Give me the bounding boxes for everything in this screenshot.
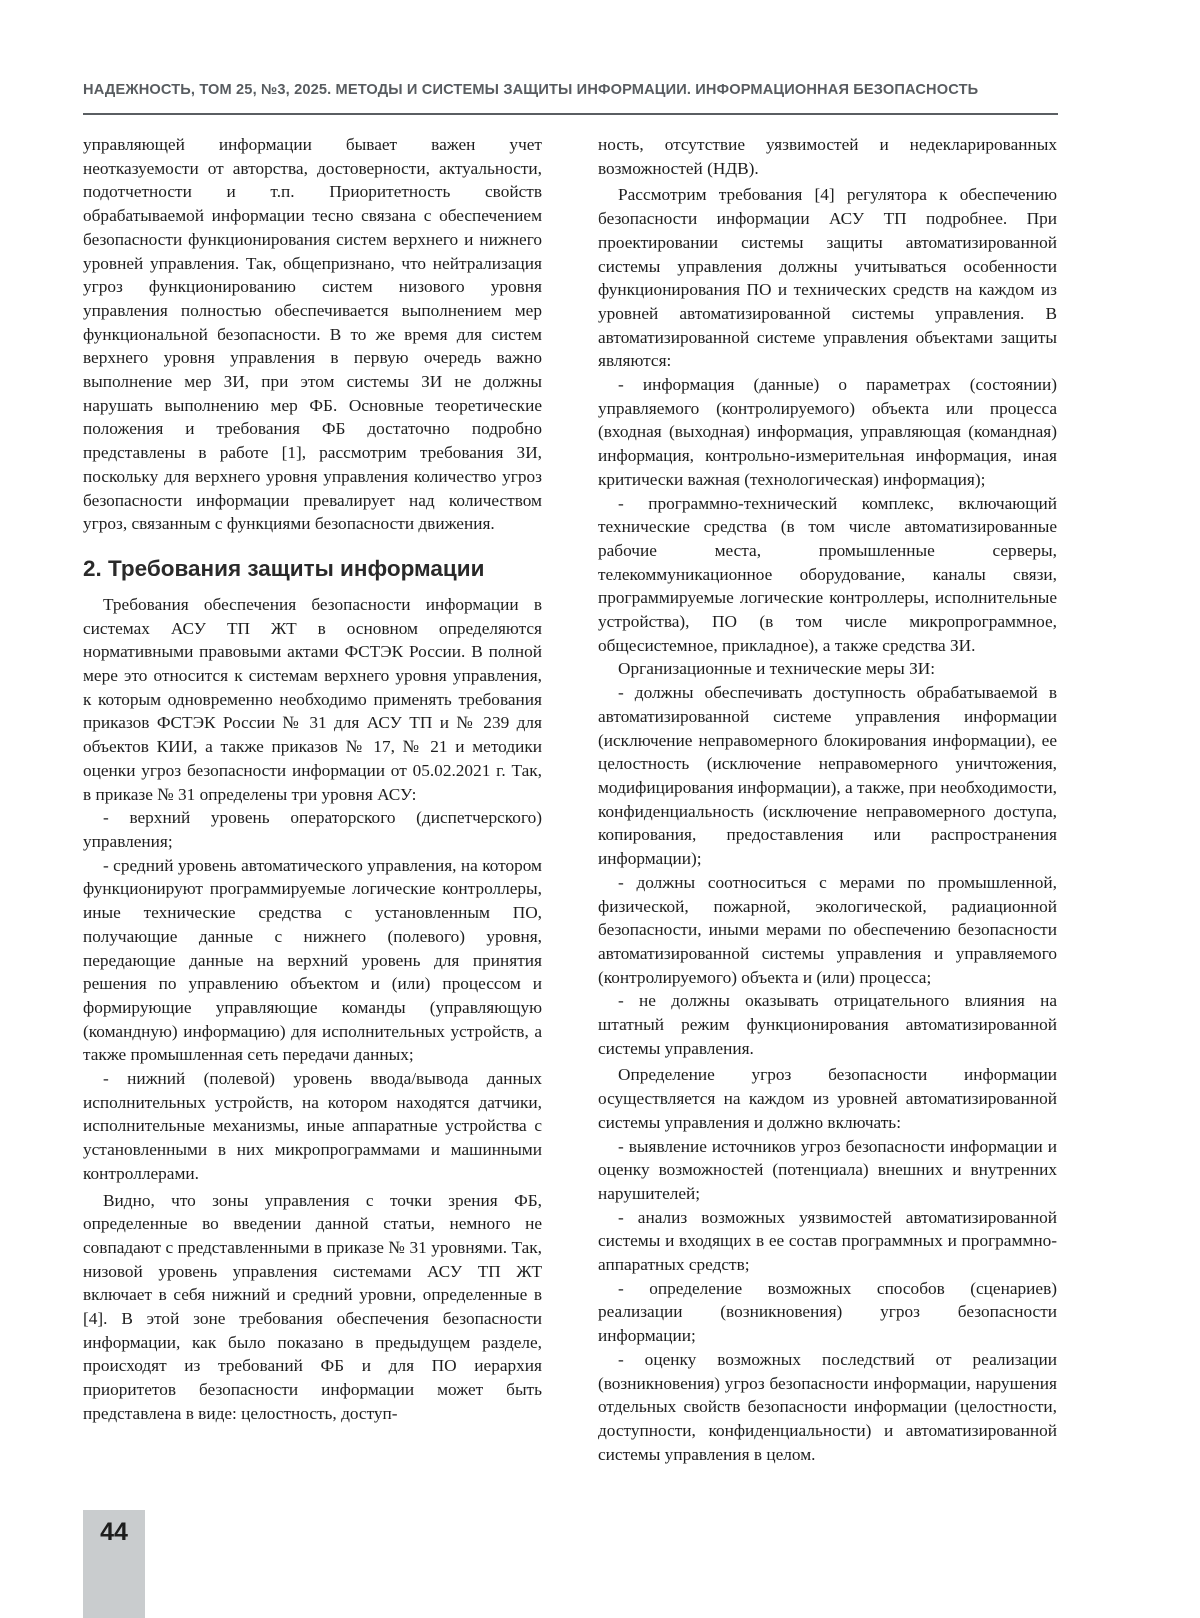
page-number: 44 — [83, 1518, 145, 1547]
paragraph: Организационные и технические меры ЗИ: — [598, 657, 1057, 681]
left-column — [83, 133, 542, 1426]
list-item: - анализ возможных уязвимостей автоматизированной системы и входящих в ее состав программных и программно-аппаратных средств; — [598, 1206, 1057, 1277]
paragraph: управляющей информации бывает важен учет неотказуемости от авторства, достоверности, актуальности, подотчетности и т.п. Приоритетность свойств обрабатываемой информации тесно связана с обеспечением безопасности функционирования систем верхнего и нижнего уровней управления. Так, общепризнано, что нейтрализация угроз функционированию систем низового уровня управления полностью обеспечивается выполнением мер функциональной безопасности. В то же время для систем верхнего уровня управления в первую очередь важно выполнение мер ЗИ, при этом системы ЗИ не должны нарушать выполнению мер ФБ. Основные теоретические положения и требования ФБ достаточно подробно представлены в работе [1], рассмотрим требования ЗИ, поскольку для верхнего уровня управления количество угроз безопасности информации превалирует над количеством угроз, связанным с функциями безопасности движения. — [83, 133, 542, 536]
list-item: - выявление источников угроз безопасности информации и оценку возможностей (потенциала) внешних и внутренних нарушителей; — [598, 1135, 1057, 1206]
paragraph: Требования обеспечения безопасности информации в системах АСУ ТП ЖТ в основном определяются нормативными правовыми актами ФСТЭК России. В полной мере это относится к системам верхнего уровня управления, к которым одновременно необходимо применять требования приказов ФСТЭК России № 31 для АСУ ТП и № 239 для объектов КИИ, а также приказов № 17, № 21 и методики оценки угроз безопасности информации от 05.02.2021 г. Так, в приказе № 31 определены три уровня АСУ: — [83, 593, 542, 806]
page-number-box — [83, 1510, 145, 1618]
list-item: - не должны оказывать отрицательного влияния на штатный режим функционирования автоматизированной системы управления. — [598, 989, 1057, 1060]
paragraph: Рассмотрим требования [4] регулятора к обеспечению безопасности информации АСУ ТП подробнее. При проектировании системы защиты автоматизированной системы управления должны учитываться особенности функционирования ПО и технических средств на каждом из уровней автоматизированной системы управления. В автоматизированной системе управления объектами защиты являются: — [598, 183, 1057, 373]
list-item: - определение возможных способов (сценариев) реализации (возникновения) угроз безопасности информации; — [598, 1277, 1057, 1348]
paragraph: Определение угроз безопасности информации осуществляется на каждом из уровней автоматизированной системы управления и должно включать: — [598, 1063, 1057, 1134]
list-item: - средний уровень автоматического управления, на котором функционируют программируемые логические контроллеры, иные технические средства с установленным ПО, получающие данные с нижнего (полевого) уровня, передающие данные на верхний уровень для принятия решения по управлению объектом и (или) процессом и формирующие управляющие команды (управляющую (командную) информацию) для исполнительных устройств, а также промышленная сеть передачи данных; — [83, 854, 542, 1067]
list-item: - должны соотноситься с мерами по промышленной, физической, пожарной, экологической, радиационной безопасности, иными мерами по обеспечению безопасности автоматизированной системы управления и управляемого (контролируемого) объекта и (или) процесса; — [598, 871, 1057, 990]
right-column — [598, 133, 1057, 1466]
list-item: - информация (данные) о параметрах (состоянии) управляемого (контролируемого) объекта или процесса (входная (выходная) информация, управляющая (командная) информация, контрольно-измерительная информация, иная критически важная (технологическая) информация); — [598, 373, 1057, 492]
paragraph: Видно, что зоны управления с точки зрения ФБ, определенные во введении данной статьи, немного не совпадают с представленными в приказе № 31 уровнями. Так, низовой уровень управления системами АСУ ТП ЖТ включает в себя нижний и средний уровни, определенные в [4]. В этой зоне требования обеспечения безопасности информации, как было показано в предыдущем разделе, происходят из требований ФБ и для ПО иерархия приоритетов безопасности информации может быть представлена в виде: целостность, доступ- — [83, 1189, 542, 1426]
list-item: - нижний (полевой) уровень ввода/вывода данных исполнительных устройств, на котором находятся датчики, исполнительные механизмы, иные аппаратные устройства с установленными в них микропрограммами и машинными контроллерами. — [83, 1067, 542, 1186]
header-rule — [83, 113, 1058, 115]
running-header: НАДЕЖНОСТЬ, ТОМ 25, №3, 2025. МЕТОДЫ И СИСТЕМЫ ЗАЩИТЫ ИНФОРМАЦИИ. ИНФОРМАЦИОННАЯ БЕЗОПАСНОСТЬ — [83, 82, 1058, 98]
section-title: 2. Требования защиты информации — [83, 555, 542, 583]
list-item: - оценку возможных последствий от реализации (возникновения) угроз безопасности информации, нарушения отдельных свойств безопасности информации (целостности, доступности, конфиденциальности) и автоматизированной системы управления в целом. — [598, 1348, 1057, 1467]
paragraph: ность, отсутствие уязвимостей и недекларированных возможностей (НДВ). — [598, 133, 1057, 180]
list-item: - верхний уровень операторского (диспетчерского) управления; — [83, 806, 542, 853]
list-item: - должны обеспечивать доступность обрабатываемой в автоматизированной системе управления информации (исключение неправомерного блокирования информации), ее целостность (исключение неправомерного уничтожения, модифицирования информации), а также, при необходимости, конфиденциальность (исключение неправомерного доступа, копирования, предоставления или распространения информации); — [598, 681, 1057, 871]
list-item: - программно-технический комплекс, включающий технические средства (в том числе автоматизированные рабочие места, промышленные серверы, телекоммуникационное оборудование, каналы связи, программируемые логические контроллеры, исполнительные устройства), ПО (в том числе микропрограммное, общесистемное, прикладное), а также средства ЗИ. — [598, 492, 1057, 658]
